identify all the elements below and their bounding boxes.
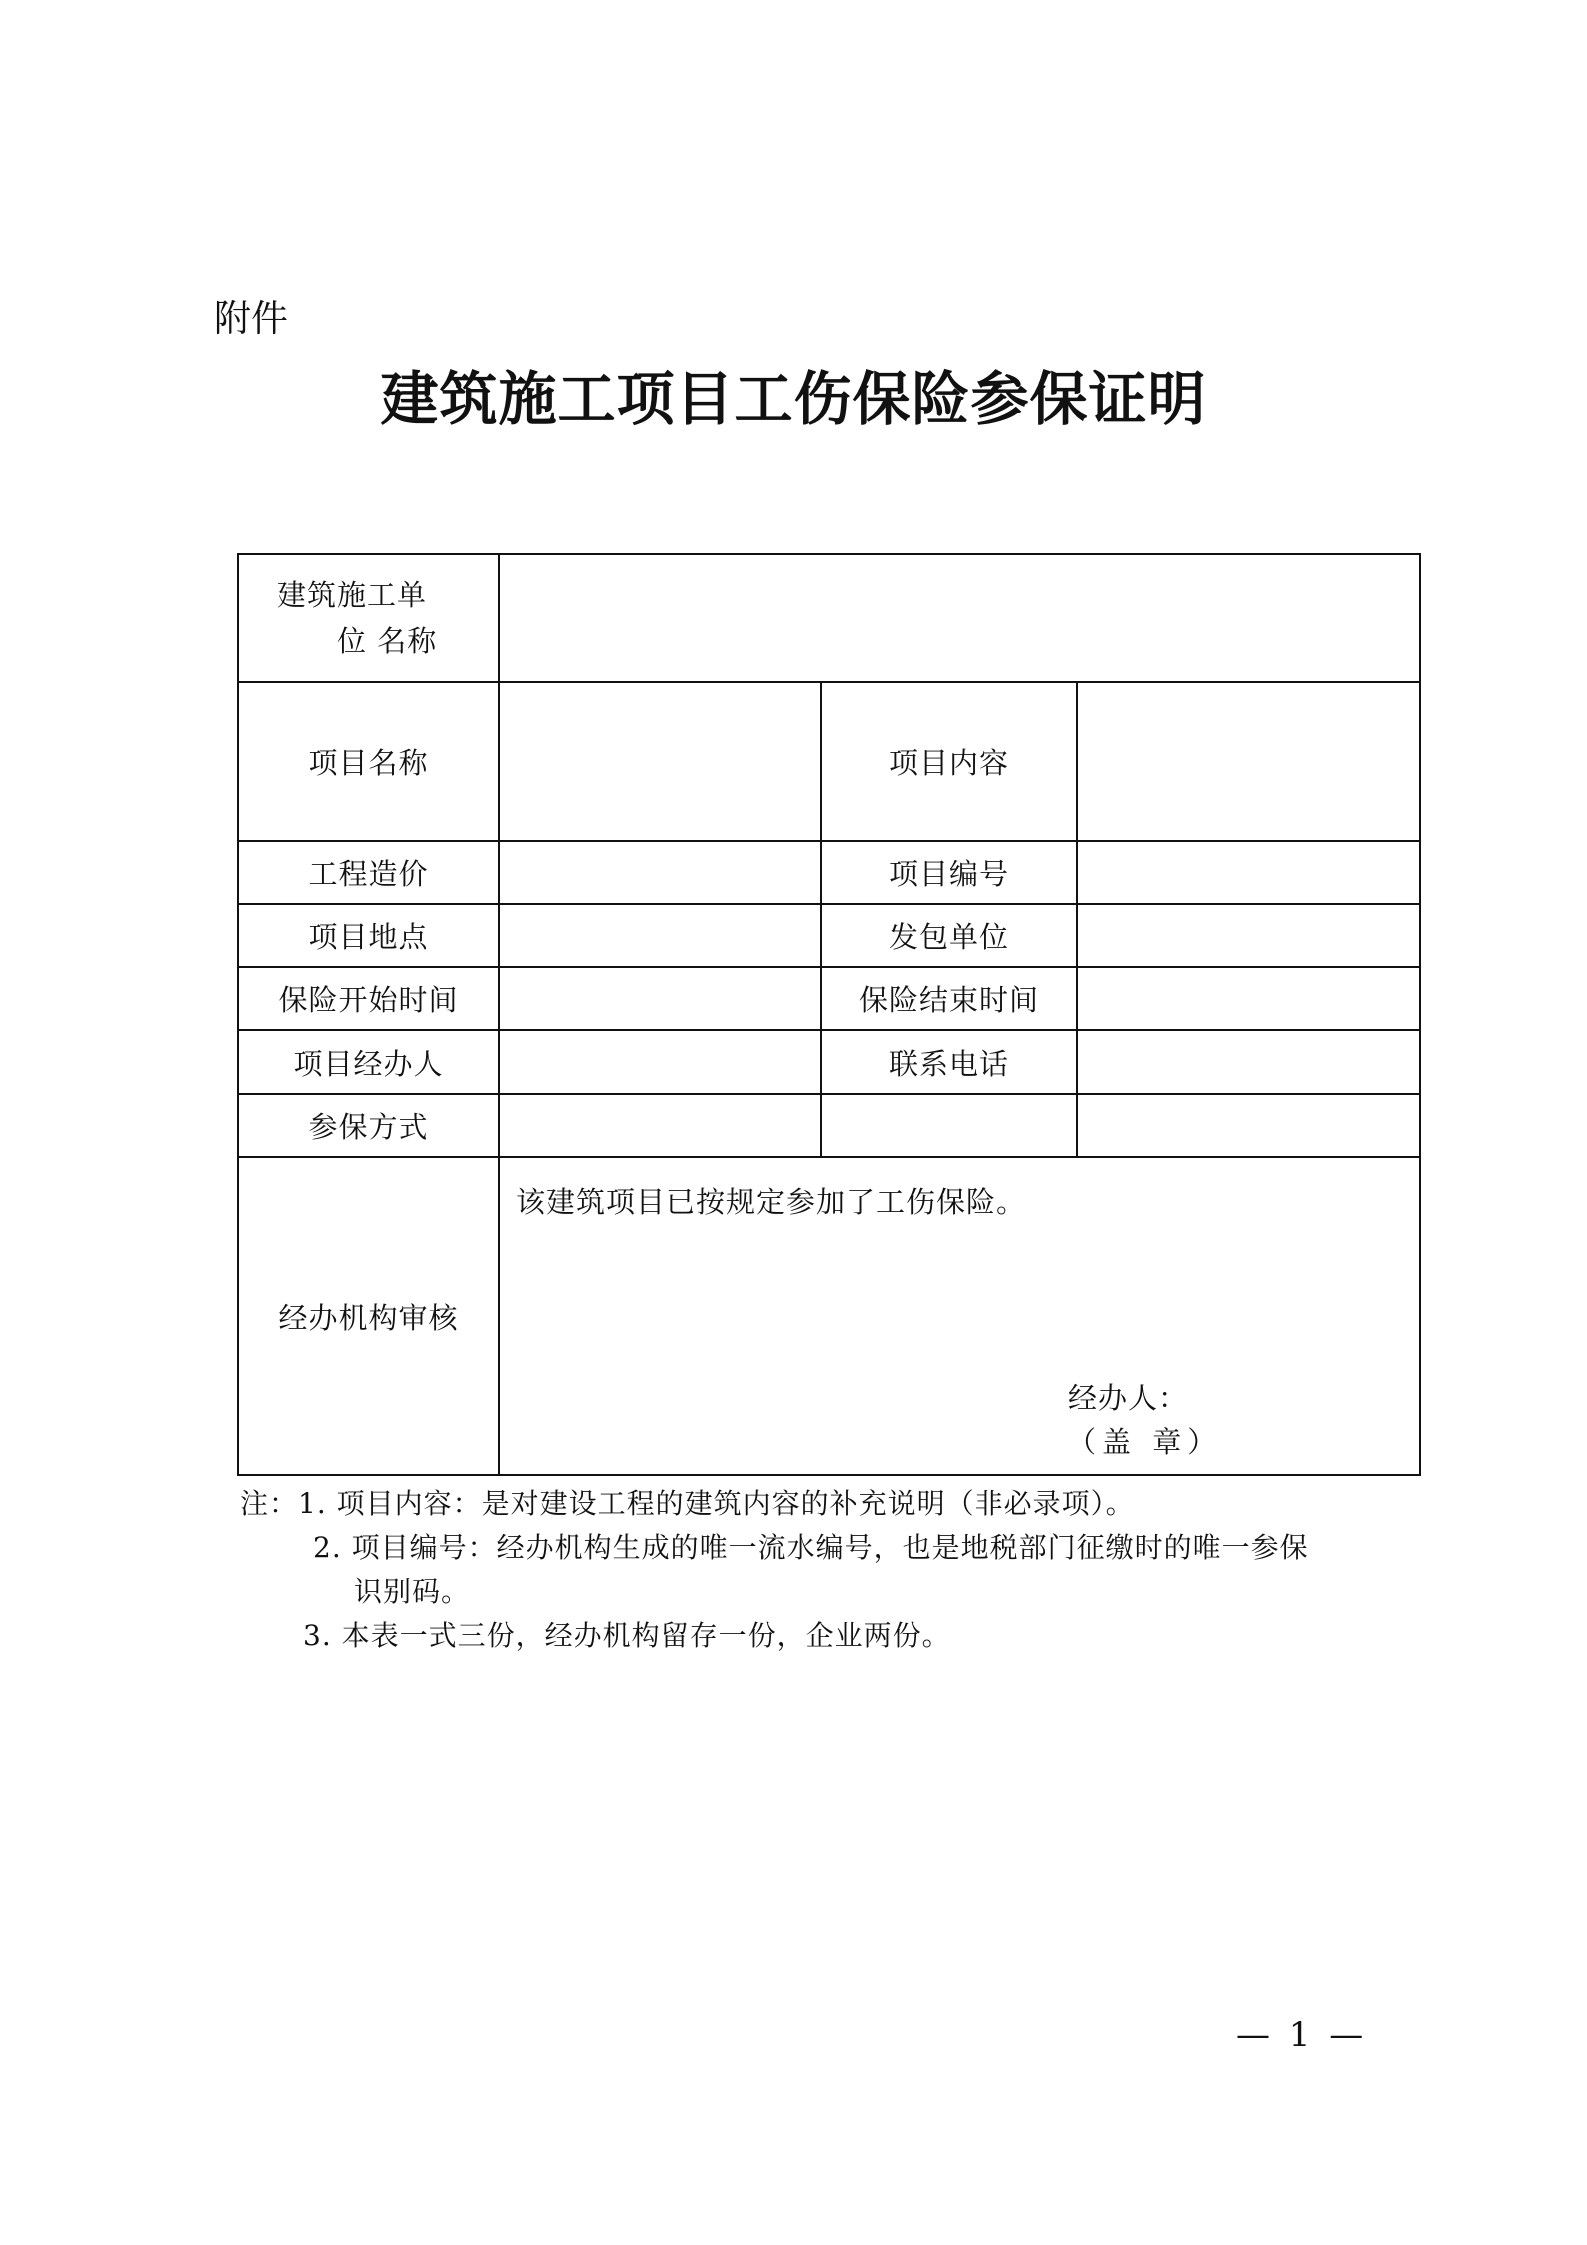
note-2-continued: 识别码。 bbox=[354, 1575, 471, 1608]
agency-review-label: 经办机构审核 bbox=[238, 1157, 499, 1475]
project-name-field[interactable] bbox=[499, 682, 821, 841]
insurance-method-field-1[interactable] bbox=[499, 1094, 821, 1157]
contact-phone-label: 联系电话 bbox=[821, 1030, 1077, 1094]
agency-review-field[interactable] bbox=[499, 1157, 1420, 1475]
insurance-method-label: 参保方式 bbox=[238, 1094, 499, 1157]
seal-label: （盖 章） bbox=[1067, 1425, 1223, 1459]
insurance-form-table bbox=[237, 553, 1421, 1476]
insurance-method-field-3[interactable] bbox=[1077, 1094, 1420, 1157]
note-1: 注：1. 项目内容：是对建设工程的建筑内容的补充说明（非必录项）。 bbox=[240, 1487, 1135, 1520]
project-cost-label: 工程造价 bbox=[238, 841, 499, 904]
footnotes bbox=[240, 1482, 1309, 1658]
project-number-label: 项目编号 bbox=[821, 841, 1077, 904]
attachment-label: 附件 bbox=[214, 297, 288, 340]
project-location-label: 项目地点 bbox=[238, 904, 499, 967]
note-2: 2. 项目编号：经办机构生成的唯一流水编号，也是地税部门征缴时的唯一参保 bbox=[313, 1531, 1309, 1564]
insurance-method-field-2[interactable] bbox=[821, 1094, 1077, 1157]
project-handler-label: 项目经办人 bbox=[238, 1030, 499, 1094]
contracting-unit-label: 发包单位 bbox=[821, 904, 1077, 967]
project-handler-field[interactable] bbox=[499, 1030, 821, 1094]
project-cost-field[interactable] bbox=[499, 841, 821, 904]
insurance-start-label: 保险开始时间 bbox=[238, 967, 499, 1030]
document-title: 建筑施工项目工伤保险参保证明 bbox=[380, 365, 1207, 433]
page-number: — 1 — bbox=[1236, 2015, 1368, 2055]
handler-signature-label: 经办人： bbox=[1068, 1381, 1189, 1415]
unit-name-label-line1: 建筑施工单 bbox=[277, 578, 428, 612]
insurance-start-field[interactable] bbox=[499, 967, 821, 1030]
note-3: 3. 本表一式三份，经办机构留存一份，企业两份。 bbox=[303, 1619, 951, 1652]
contracting-unit-field[interactable] bbox=[1077, 904, 1420, 967]
unit-name-field[interactable] bbox=[499, 554, 1420, 682]
project-location-field[interactable] bbox=[499, 904, 821, 967]
project-number-field[interactable] bbox=[1077, 841, 1420, 904]
project-content-label: 项目内容 bbox=[821, 682, 1077, 841]
review-statement: 该建筑项目已按规定参加了工伤保险。 bbox=[516, 1185, 1027, 1219]
contact-phone-field[interactable] bbox=[1077, 1030, 1420, 1094]
project-content-field[interactable] bbox=[1077, 682, 1420, 841]
unit-name-label-line2: 位 名称 bbox=[337, 624, 438, 658]
insurance-end-field[interactable] bbox=[1077, 967, 1420, 1030]
insurance-end-label: 保险结束时间 bbox=[821, 967, 1077, 1030]
project-name-label: 项目名称 bbox=[238, 682, 499, 841]
unit-name-label bbox=[238, 554, 499, 682]
